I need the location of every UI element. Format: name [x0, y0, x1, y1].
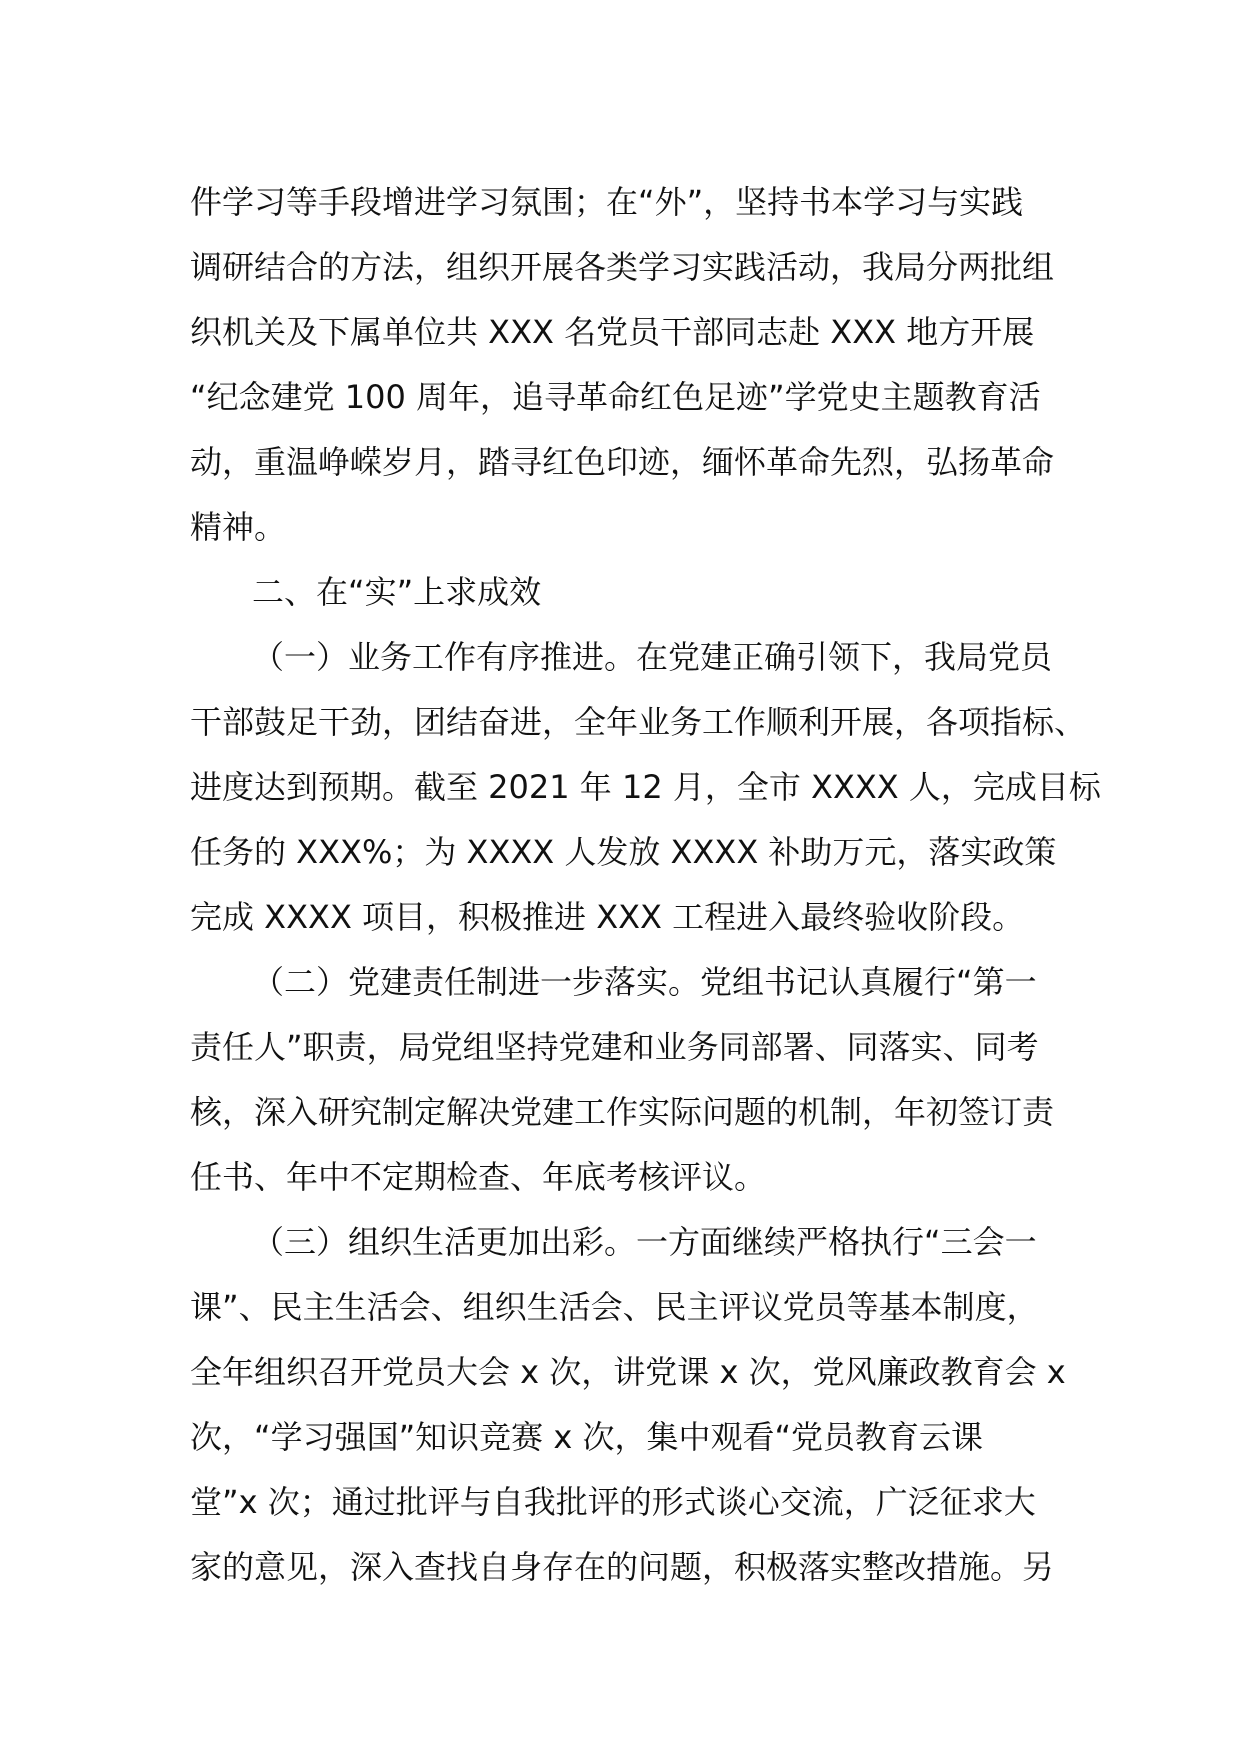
section-heading: 二、在“实”上求成效	[252, 573, 542, 611]
paragraph-line: 动，重温峥嵘岁月，踏寻红色印迹，缅怀革命先烈，弘扬革命	[190, 443, 1055, 481]
paragraph-line: “纪念建党 100 周年，追寻革命红色足迹”学党史主题教育活	[190, 378, 1041, 416]
paragraph-line: 进度达到预期。截至 2021 年 12 月，全市 XXXX 人，完成目标	[190, 768, 1101, 806]
paragraph-line: 件学习等手段增进学习氛围；在“外”，坚持书本学习与实践	[190, 183, 1024, 221]
paragraph-line: 任务的 XXX%；为 XXXX 人发放 XXXX 补助万元，落实政策	[190, 833, 1057, 871]
paragraph-line: 次，“学习强国”知识竞赛 x 次，集中观看“党员教育云课	[190, 1418, 984, 1456]
paragraph-line: 干部鼓足干劲，团结奋进，全年业务工作顺利开展，各项指标、	[190, 703, 1087, 741]
paragraph-line: （二）党建责任制进一步落实。党组书记认真履行“第一	[252, 963, 1037, 1001]
paragraph-line: 全年组织召开党员大会 x 次，讲党课 x 次，党风廉政教育会 x	[190, 1353, 1066, 1391]
paragraph-line: 完成 XXXX 项目，积极推进 XXX 工程进入最终验收阶段。	[190, 898, 1025, 936]
paragraph-line: 家的意见，深入查找自身存在的问题，积极落实整改措施。另	[190, 1548, 1055, 1586]
paragraph-line: 任书、年中不定期检查、年底考核评议。	[190, 1158, 767, 1196]
paragraph-line: 织机关及下属单位共 XXX 名党员干部同志赴 XXX 地方开展	[190, 313, 1035, 351]
paragraph-line: 堂”x 次；通过批评与自我批评的形式谈心交流，广泛征求大	[190, 1483, 1036, 1521]
paragraph-line: 责任人”职责，局党组坚持党建和业务同部署、同落实、同考	[190, 1028, 1039, 1066]
paragraph-line: （一）业务工作有序推进。在党建正确引领下，我局党员	[252, 638, 1053, 676]
paragraph-line: 调研结合的方法，组织开展各类学习实践活动，我局分两批组	[190, 248, 1055, 286]
document-body	[190, 170, 1101, 1600]
paragraph-line: （三）组织生活更加出彩。一方面继续严格执行“三会一	[252, 1223, 1037, 1261]
paragraph-line: 课”、民主生活会、组织生活会、民主评议党员等基本制度，	[190, 1288, 1039, 1326]
paragraph-line: 核，深入研究制定解决党建工作实际问题的机制，年初签订责	[190, 1093, 1055, 1131]
paragraph-line: 精神。	[190, 508, 287, 546]
